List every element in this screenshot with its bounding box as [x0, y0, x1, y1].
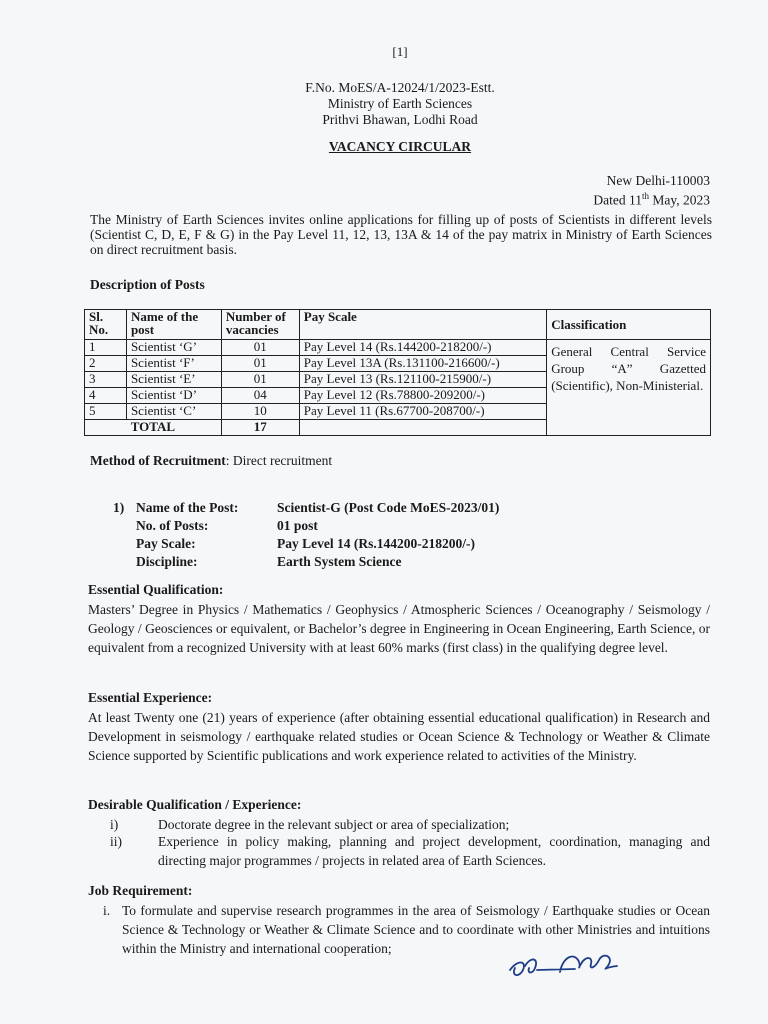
date-prefix: Dated 11 — [593, 192, 642, 208]
job-item-1: To formulate and supervise research programmes in the area of Seismology / Earthquake studies or Ocean Science & Technology or Weather & Climate Science and to coordinate with other Ministries and intuitions within the Ministry and international cooperation; — [122, 903, 710, 956]
cell-post: Scientist ‘E’ — [126, 372, 221, 388]
cell-sl: 2 — [85, 356, 127, 372]
cell-post: Scientist ‘G’ — [126, 340, 221, 356]
ministry-address: Prithvi Bhawan, Lodhi Road — [322, 112, 478, 127]
posts-count-label: No. of Posts: — [136, 518, 209, 533]
post-name-label: Name of the Post: — [136, 500, 239, 515]
desirable-heading: Desirable Qualification / Experience: — [88, 797, 302, 812]
desirable-marker-1: i) — [110, 817, 119, 832]
total-label: TOTAL — [85, 420, 222, 436]
pay-scale-value: Pay Level 14 (Rs.144200-218200/-) — [277, 536, 475, 551]
cell-pay: Pay Level 14 (Rs.144200-218200/-) — [299, 340, 546, 356]
signature-icon — [505, 942, 635, 987]
cell-post: Scientist ‘D’ — [126, 388, 221, 404]
post-name-value: Scientist-G (Post Code MoES-2023/01) — [277, 500, 500, 515]
cell-empty — [299, 420, 546, 436]
method-of-recruitment — [90, 453, 332, 469]
place: New Delhi-110003 — [606, 173, 710, 188]
page-number: [1] — [392, 44, 408, 59]
cell-pay: Pay Level 13A (Rs.131100-216600/-) — [299, 356, 546, 372]
table-header-row — [85, 310, 711, 340]
post-number: 1) — [113, 500, 125, 515]
cell-vacancies: 01 — [221, 372, 299, 388]
cell-vacancies: 04 — [221, 388, 299, 404]
col-header-vacancies: Number of vacancies — [221, 310, 299, 340]
date — [593, 189, 710, 208]
description-heading: Description of Posts — [90, 277, 205, 292]
file-number: F.No. MoES/A-12024/1/2023-Estt. — [305, 80, 495, 95]
cell-pay: Pay Level 13 (Rs.121100-215900/-) — [299, 372, 546, 388]
circular-title: VACANCY CIRCULAR — [328, 139, 472, 154]
desirable-item-1: Doctorate degree in the relevant subject or area of specialization; — [158, 817, 510, 832]
desirable-marker-2: ii) — [110, 834, 122, 849]
cell-sl: 5 — [85, 404, 127, 420]
cell-sl: 3 — [85, 372, 127, 388]
desirable-item-2: Experience in policy making, planning and project development, coordination, managing and directing major programmes / projects in related area of Earth Sciences. — [158, 834, 710, 868]
discipline-label: Discipline: — [136, 554, 198, 569]
cell-post: Scientist ‘F’ — [126, 356, 221, 372]
col-header-sl: Sl. No. — [85, 310, 127, 340]
cell-sl: 1 — [85, 340, 127, 356]
date-sup: th — [641, 191, 649, 201]
essential-experience-text: At least Twenty one (21) years of experience (after obtaining essential educational qualification) in Research and Development in seismology / earthquake related studies or Ocean Science & Technology or Weather & Climate Science supported by Scientific publications and work experience related to activities of the Ministry. — [88, 710, 710, 763]
intro-paragraph: The Ministry of Earth Sciences invites online applications for filling up of posts of Scientists in different levels (Scientist C, D, E, F & G) in the Pay Level 11, 12, 13, 13A & 14 of the pay matrix in Ministry of Earth Sciences on direct recruitment basis. — [90, 212, 712, 257]
method-value: : Direct recruitment — [225, 453, 333, 468]
cell-vacancies: 10 — [221, 404, 299, 420]
cell-sl: 4 — [85, 388, 127, 404]
col-header-pay: Pay Scale — [299, 310, 546, 340]
essential-experience-heading: Essential Experience: — [88, 690, 213, 705]
posts-count-value: 01 post — [277, 518, 318, 533]
col-header-name: Name of the post — [126, 310, 221, 340]
cell-pay: Pay Level 12 (Rs.78800-209200/-) — [299, 388, 546, 404]
essential-qualification-text: Masters’ Degree in Physics / Mathematics / Geophysics / Atmospheric Sciences / Oceanography / Seismology / Geology / Geosciences or equivalent, or Bachelor’s degree in Engineering in Ocean Engineering, Earth Science, or equivalent from a recognized University with at least 60% marks (first class) in the qualifying degree level. — [88, 602, 710, 655]
method-label: Method of Recruitment — [90, 453, 226, 468]
pay-scale-label: Pay Scale: — [136, 536, 196, 551]
posts-table — [84, 309, 711, 436]
total-value: 17 — [221, 420, 299, 436]
date-suffix: May, 2023 — [649, 192, 710, 208]
cell-vacancies: 01 — [221, 356, 299, 372]
cell-post: Scientist ‘C’ — [126, 404, 221, 420]
cell-vacancies: 01 — [221, 340, 299, 356]
cell-classification: General Central Service Group “A” Gazetted (Scientific), Non-Ministerial. — [547, 340, 711, 436]
job-marker-1: i. — [103, 903, 111, 918]
essential-qualification-heading: Essential Qualification: — [88, 582, 224, 597]
col-header-classification: Classification — [547, 310, 711, 340]
table-row — [85, 340, 711, 356]
job-requirement-heading: Job Requirement: — [88, 883, 193, 898]
cell-pay: Pay Level 11 (Rs.67700-208700/-) — [299, 404, 546, 420]
ministry-name: Ministry of Earth Sciences — [327, 96, 473, 111]
discipline-value: Earth System Science — [277, 554, 402, 569]
